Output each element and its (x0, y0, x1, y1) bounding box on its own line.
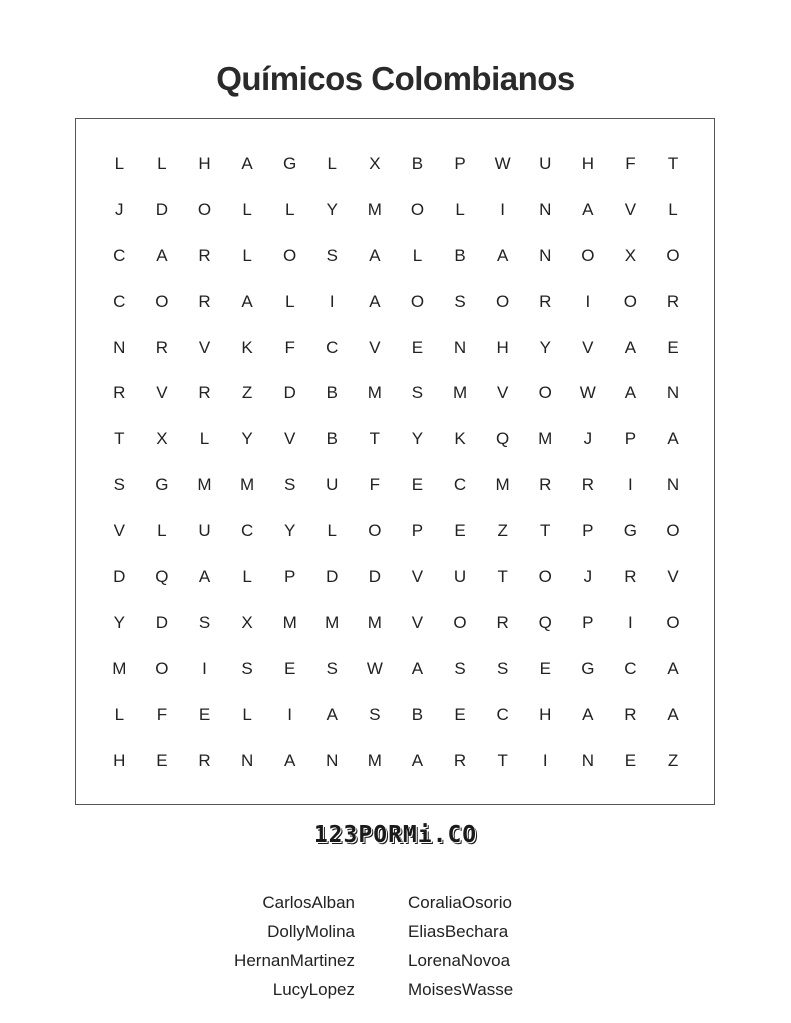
grid-letter-cell[interactable]: F (284, 337, 295, 357)
grid-letter-cell[interactable]: Y (539, 337, 551, 357)
grid-letter-cell[interactable]: T (540, 521, 551, 541)
grid-letter-cell[interactable]: O (283, 245, 297, 265)
grid-letter-cell[interactable]: V (369, 337, 381, 357)
grid-letter-cell[interactable]: N (453, 337, 467, 357)
grid-letter-cell[interactable]: R (198, 383, 211, 403)
grid-letter-cell[interactable]: T (369, 429, 381, 449)
grid-letter-cell[interactable]: C (453, 475, 467, 495)
grid-letter-cell[interactable]: S (326, 658, 338, 678)
grid-letter-cell[interactable]: S (241, 658, 253, 678)
grid-letter-cell[interactable]: A (156, 245, 168, 265)
grid-letter-cell[interactable]: L (242, 245, 252, 265)
grid-letter-cell[interactable]: S (284, 475, 296, 495)
grid-letter-cell[interactable]: O (155, 291, 169, 311)
grid-letter-cell[interactable]: N (666, 475, 680, 495)
grid-letter-cell[interactable]: V (113, 521, 125, 541)
grid-letter-cell[interactable]: B (326, 429, 338, 449)
grid-letter-cell[interactable]: T (497, 750, 508, 770)
grid-letter-cell[interactable]: A (667, 658, 679, 678)
grid-letter-cell[interactable]: L (242, 566, 252, 586)
grid-letter-cell[interactable]: Z (667, 750, 679, 770)
grid-letter-cell[interactable]: A (624, 337, 637, 357)
word-list-item: MoisesWasse (408, 980, 514, 999)
grid-letter-cell[interactable]: D (155, 199, 169, 219)
grid-letter-cell[interactable]: B (411, 153, 424, 173)
grid-letter-cell[interactable]: D (326, 566, 339, 586)
grid-letter-cell[interactable]: V (667, 566, 679, 586)
grid-letter-cell[interactable]: I (500, 199, 505, 219)
grid-letter-cell[interactable]: E (454, 704, 466, 724)
grid-letter-cell[interactable]: A (369, 291, 381, 311)
grid-letter-cell[interactable]: E (156, 750, 168, 770)
grid-letter-cell[interactable]: C (113, 245, 126, 265)
grid-letter-cell[interactable]: W (579, 383, 596, 403)
word-list-left-column (175, 888, 355, 1004)
grid-letter-cell[interactable]: S (326, 245, 338, 265)
grid-letter-cell[interactable]: R (198, 750, 211, 770)
grid-letter-cell[interactable]: M (367, 612, 382, 632)
grid-letter-cell[interactable]: R (113, 383, 126, 403)
grid-letter-cell[interactable]: A (667, 704, 679, 724)
grid-letter-cell[interactable]: U (326, 475, 339, 495)
grid-letter-cell[interactable]: M (239, 475, 255, 495)
grid-letter-cell[interactable]: W (366, 658, 383, 678)
word-list-item: HernanMartinez (234, 951, 355, 970)
grid-letter-cell[interactable]: N (581, 750, 594, 770)
grid-letter-cell[interactable]: P (454, 153, 466, 173)
word-list-item: DollyMolina (267, 922, 355, 941)
grid-letter-cell[interactable]: J (115, 199, 124, 219)
grid-letter-cell[interactable]: M (112, 658, 127, 678)
grid-letter-cell[interactable]: M (495, 475, 510, 495)
grid-letter-cell[interactable]: A (624, 383, 637, 403)
word-list-item: EliasBechara (408, 922, 509, 941)
grid-letter-cell[interactable]: G (283, 153, 297, 173)
grid-letter-cell[interactable]: E (624, 750, 637, 770)
grid-letter-cell[interactable]: B (454, 245, 466, 265)
grid-letter-cell[interactable]: I (628, 612, 633, 632)
grid-letter-cell[interactable]: O (197, 199, 212, 219)
grid-letter-cell[interactable]: M (367, 750, 382, 770)
grid-letter-cell[interactable]: V (284, 429, 296, 449)
grid-letter-cell[interactable]: W (494, 153, 511, 173)
grid-letter-cell[interactable]: V (496, 383, 509, 403)
grid-letter-cell[interactable]: R (539, 291, 552, 311)
grid-letter-cell[interactable]: A (198, 566, 211, 586)
grid-letter-cell[interactable]: E (667, 337, 679, 357)
grid-letter-cell[interactable]: I (542, 750, 548, 770)
grid-letter-cell[interactable]: S (198, 612, 211, 632)
grid-letter-cell[interactable]: Y (411, 429, 424, 449)
grid-letter-cell[interactable]: A (496, 245, 509, 265)
grid-letter-cell[interactable]: O (155, 658, 169, 678)
grid-letter-cell[interactable]: R (539, 475, 552, 495)
grid-letter-cell[interactable]: H (581, 153, 594, 173)
grid-letter-cell[interactable]: J (583, 566, 593, 586)
grid-letter-cell[interactable]: E (284, 658, 296, 678)
grid-letter-cell[interactable]: X (369, 153, 381, 173)
grid-letter-cell[interactable]: O (666, 612, 680, 632)
grid-letter-cell[interactable]: B (326, 383, 338, 403)
grid-letter-cell[interactable]: R (624, 566, 637, 586)
grid-letter-cell[interactable]: A (411, 658, 424, 678)
grid-letter-cell[interactable]: A (326, 704, 338, 724)
grid-letter-cell[interactable]: V (411, 612, 424, 632)
grid-letter-cell[interactable]: S (454, 291, 466, 311)
grid-letter-cell[interactable]: K (241, 337, 253, 357)
grid-letter-cell[interactable]: X (241, 612, 253, 632)
grid-letter-cell[interactable]: H (496, 337, 509, 357)
grid-letter-cell[interactable]: L (242, 704, 252, 724)
grid-letter-cell[interactable]: L (455, 199, 465, 219)
word-list-item: CarlosAlban (262, 893, 355, 912)
grid-letter-cell[interactable]: O (453, 612, 467, 632)
grid-letter-cell[interactable]: H (113, 750, 126, 770)
word-list-item: LorenaNovoa (408, 951, 511, 970)
word-list-item: LucyLopez (272, 980, 355, 999)
grid-letter-cell[interactable]: M (452, 383, 468, 403)
grid-letter-cell[interactable]: P (582, 612, 594, 632)
grid-letter-cell[interactable]: D (283, 383, 296, 403)
grid-letter-cell[interactable]: U (453, 566, 467, 586)
letter-grid (98, 141, 694, 783)
grid-letter-cell[interactable]: R (453, 750, 467, 770)
grid-letter-cell[interactable]: V (156, 383, 168, 403)
grid-letter-cell[interactable]: A (241, 153, 253, 173)
grid-letter-cell[interactable]: R (155, 337, 169, 357)
grid-letter-cell[interactable]: E (198, 704, 211, 724)
grid-letter-cell[interactable]: I (287, 704, 293, 724)
grid-letter-cell[interactable]: C (326, 337, 339, 357)
grid-letter-cell[interactable]: L (157, 521, 167, 541)
grid-letter-cell[interactable]: O (410, 199, 425, 219)
grid-letter-cell[interactable]: G (623, 521, 638, 541)
grid-letter-cell[interactable]: X (624, 245, 637, 265)
grid-letter-cell[interactable]: C (240, 521, 254, 541)
grid-letter-cell[interactable]: U (539, 153, 552, 173)
grid-letter-cell[interactable]: S (411, 383, 424, 403)
grid-letter-cell[interactable]: M (367, 199, 382, 219)
grid-letter-cell[interactable]: A (369, 245, 381, 265)
grid-letter-cell[interactable]: V (582, 337, 594, 357)
grid-letter-cell[interactable]: R (496, 612, 509, 632)
grid-letter-cell[interactable]: O (581, 245, 595, 265)
grid-letter-cell[interactable]: J (583, 429, 593, 449)
grid-letter-cell[interactable]: N (326, 750, 339, 770)
grid-letter-cell[interactable]: M (538, 429, 553, 449)
grid-letter-cell[interactable]: O (410, 291, 425, 311)
grid-letter-cell[interactable]: N (666, 383, 680, 403)
grid-letter-cell[interactable]: L (157, 153, 167, 173)
page-title: Químicos Colombianos (216, 60, 575, 97)
grid-letter-cell[interactable]: V (198, 337, 211, 357)
grid-letter-cell[interactable]: R (666, 291, 680, 311)
grid-letter-cell[interactable]: O (538, 383, 552, 403)
grid-letter-cell[interactable]: B (411, 704, 424, 724)
grid-letter-cell[interactable]: I (628, 475, 633, 495)
grid-letter-cell[interactable]: A (582, 704, 594, 724)
grid-letter-cell[interactable]: G (581, 658, 595, 678)
word-search-grid-frame (75, 118, 715, 805)
grid-letter-cell[interactable]: O (368, 521, 382, 541)
grid-letter-cell[interactable]: V (411, 566, 424, 586)
grid-letter-cell[interactable]: I (585, 291, 591, 311)
grid-letter-cell[interactable]: M (367, 383, 382, 403)
grid-letter-cell[interactable]: O (538, 566, 552, 586)
grid-letter-cell[interactable]: L (284, 199, 295, 219)
grid-letter-cell[interactable]: F (156, 704, 168, 724)
grid-letter-cell[interactable]: L (327, 521, 337, 541)
grid-letter-cell[interactable]: S (454, 658, 466, 678)
grid-letter-cell[interactable]: L (114, 153, 125, 173)
grid-letter-cell[interactable]: T (667, 153, 679, 173)
site-logo: 123PORMi.CO (313, 822, 478, 848)
grid-letter-cell[interactable]: A (582, 199, 594, 219)
grid-letter-cell[interactable]: O (666, 521, 680, 541)
grid-letter-cell[interactable]: P (411, 521, 424, 541)
grid-letter-cell[interactable]: S (113, 475, 125, 495)
grid-letter-cell[interactable]: Q (155, 566, 169, 586)
grid-letter-cell[interactable]: P (624, 429, 637, 449)
grid-letter-cell[interactable]: I (329, 291, 335, 311)
grid-letter-cell[interactable]: C (496, 704, 509, 724)
grid-letter-cell[interactable]: M (325, 612, 340, 632)
grid-letter-cell[interactable]: Y (113, 612, 125, 632)
grid-letter-cell[interactable]: Z (241, 383, 253, 403)
grid-letter-cell[interactable]: A (411, 750, 424, 770)
grid-letter-cell[interactable]: L (242, 199, 252, 219)
grid-letter-cell[interactable]: N (539, 199, 552, 219)
grid-letter-cell[interactable]: A (667, 429, 679, 449)
grid-letter-cell[interactable]: O (666, 245, 680, 265)
grid-letter-cell[interactable]: L (199, 429, 210, 449)
grid-letter-cell[interactable]: H (539, 704, 552, 724)
grid-letter-cell[interactable]: T (114, 429, 125, 449)
grid-letter-cell[interactable]: X (156, 429, 168, 449)
grid-letter-cell[interactable]: F (369, 475, 381, 495)
grid-letter-cell[interactable]: A (241, 291, 253, 311)
grid-letter-cell[interactable]: Y (241, 429, 253, 449)
grid-letter-cell[interactable]: L (668, 199, 678, 219)
grid-letter-cell[interactable]: A (284, 750, 296, 770)
grid-letter-cell[interactable]: R (198, 291, 211, 311)
grid-letter-cell[interactable]: Q (496, 429, 510, 449)
word-list-right-column (408, 888, 608, 1004)
grid-letter-cell[interactable]: E (539, 658, 551, 678)
grid-letter-cell[interactable]: Y (284, 521, 296, 541)
grid-letter-cell[interactable]: D (113, 566, 126, 586)
grid-letter-cell[interactable]: K (454, 429, 466, 449)
grid-letter-cell[interactable]: C (113, 291, 126, 311)
grid-letter-cell[interactable]: V (624, 199, 637, 219)
grid-letter-cell[interactable]: U (198, 521, 211, 541)
grid-letter-cell[interactable]: L (412, 245, 423, 265)
grid-letter-cell[interactable]: E (454, 521, 466, 541)
grid-letter-cell[interactable]: S (369, 704, 381, 724)
grid-letter-cell[interactable]: R (624, 704, 637, 724)
grid-letter-cell[interactable]: E (411, 337, 424, 357)
grid-letter-cell[interactable]: P (582, 521, 594, 541)
grid-letter-cell[interactable]: N (539, 245, 552, 265)
grid-letter-cell[interactable]: P (284, 566, 296, 586)
grid-letter-cell[interactable]: F (625, 153, 636, 173)
grid-letter-cell[interactable]: O (623, 291, 638, 311)
grid-letter-cell[interactable]: N (240, 750, 254, 770)
grid-letter-cell[interactable]: R (198, 245, 211, 265)
grid-letter-cell[interactable]: Z (497, 521, 508, 541)
grid-letter-cell[interactable]: Y (326, 199, 338, 219)
grid-letter-cell[interactable]: M (197, 475, 212, 495)
grid-letter-cell[interactable]: L (327, 153, 337, 173)
grid-letter-cell[interactable]: L (284, 291, 295, 311)
word-list-item: CoraliaOsorio (408, 893, 512, 912)
grid-letter-cell[interactable]: R (581, 475, 594, 495)
grid-letter-cell[interactable]: D (155, 612, 169, 632)
grid-letter-cell[interactable]: D (368, 566, 381, 586)
grid-letter-cell[interactable]: N (113, 337, 126, 357)
grid-letter-cell[interactable]: T (497, 566, 508, 586)
grid-letter-cell[interactable]: H (198, 153, 211, 173)
grid-letter-cell[interactable]: M (282, 612, 297, 632)
grid-letter-cell[interactable]: S (496, 658, 509, 678)
grid-letter-cell[interactable]: I (202, 658, 207, 678)
grid-letter-cell[interactable]: Q (538, 612, 552, 632)
grid-letter-cell[interactable]: G (155, 475, 169, 495)
grid-letter-cell[interactable]: L (114, 704, 125, 724)
grid-letter-cell[interactable]: C (624, 658, 637, 678)
grid-letter-cell[interactable]: E (411, 475, 424, 495)
grid-letter-cell[interactable]: O (496, 291, 510, 311)
